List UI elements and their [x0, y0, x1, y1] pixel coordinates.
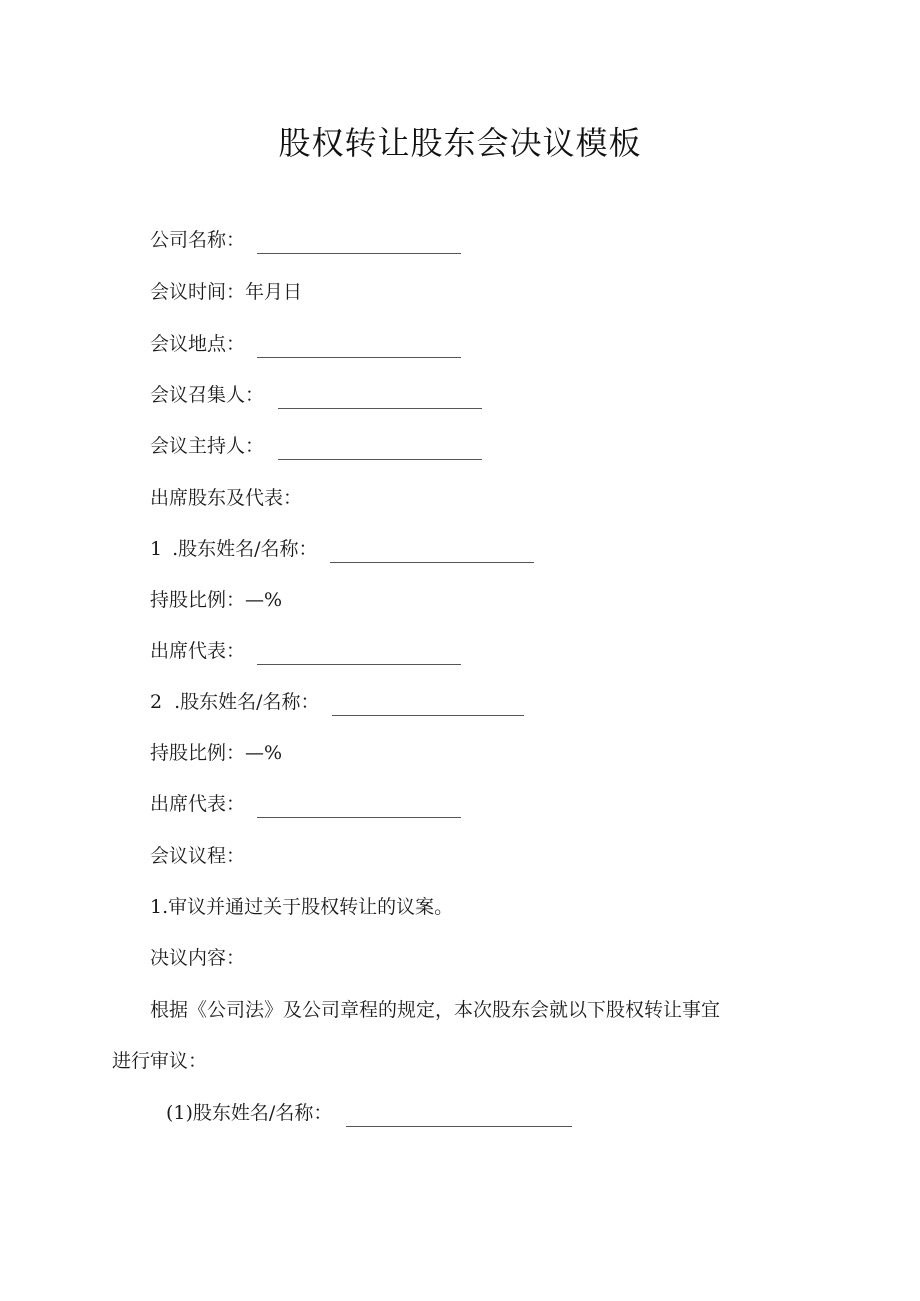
shareholder-1-rep-blank[interactable]	[257, 644, 461, 665]
meeting-place-blank[interactable]	[257, 337, 461, 358]
attendees-heading: 出席股东及代表：	[150, 487, 303, 509]
attendees-heading-row	[150, 484, 302, 512]
agenda-item-1: 1.审议并通过关于股权转让的议案。	[150, 896, 454, 918]
shareholder-1-name-blank[interactable]	[330, 542, 534, 563]
meeting-time-label: 会议时间：年月日	[150, 281, 303, 303]
shareholder-2-ratio: 持股比例：—%	[150, 742, 283, 764]
shareholder-1-number: 1	[150, 538, 163, 560]
shareholder-2-ratio-row	[150, 739, 282, 767]
shareholder-1-name-row	[150, 535, 534, 563]
meeting-place-row	[150, 330, 461, 358]
host-row	[150, 432, 482, 460]
shareholder-1-rep-label: 出席代表：	[150, 640, 246, 662]
sub-item-1-row	[166, 1099, 572, 1127]
shareholder-2-name-label: .股东姓名/名称：	[174, 691, 320, 713]
shareholder-1-ratio: 持股比例：—%	[150, 589, 283, 611]
host-label: 会议主持人：	[150, 435, 265, 457]
shareholder-1-rep-row	[150, 637, 461, 665]
resolution-heading: 决议内容：	[150, 947, 246, 969]
shareholder-2-rep-label: 出席代表：	[150, 793, 246, 815]
convener-row	[150, 381, 482, 409]
company-name-label: 公司名称：	[150, 229, 246, 251]
resolution-heading-row	[150, 944, 245, 972]
agenda-heading: 会议议程：	[150, 845, 246, 867]
meeting-place-label: 会议地点：	[150, 333, 246, 355]
company-name-blank[interactable]	[257, 233, 461, 254]
agenda-heading-row	[150, 842, 245, 870]
document-title: 股权转让股东会决议模板	[278, 124, 642, 162]
resolution-paragraph-line-1: 根据《公司法》及公司章程的规定，本次股东会就以下股权转让事宜	[150, 999, 721, 1021]
company-name-row	[150, 226, 461, 254]
shareholder-2-rep-blank[interactable]	[257, 797, 461, 818]
host-blank[interactable]	[278, 439, 482, 460]
convener-label: 会议召集人：	[150, 384, 265, 406]
shareholder-1-name-label: .股东姓名/名称：	[172, 538, 318, 560]
sub-item-1-label: (1)股东姓名/名称：	[166, 1102, 333, 1124]
shareholder-2-rep-row	[150, 790, 461, 818]
sub-item-1-blank[interactable]	[346, 1106, 572, 1127]
shareholder-2-number: 2	[150, 691, 163, 713]
resolution-paragraph-line-2: 进行审议：	[112, 1050, 208, 1072]
shareholder-2-name-blank[interactable]	[332, 695, 524, 716]
shareholder-2-name-row	[150, 688, 524, 716]
convener-blank[interactable]	[278, 388, 482, 409]
meeting-time-row	[150, 278, 302, 306]
shareholder-1-ratio-row	[150, 586, 282, 614]
agenda-item-row	[150, 893, 453, 921]
